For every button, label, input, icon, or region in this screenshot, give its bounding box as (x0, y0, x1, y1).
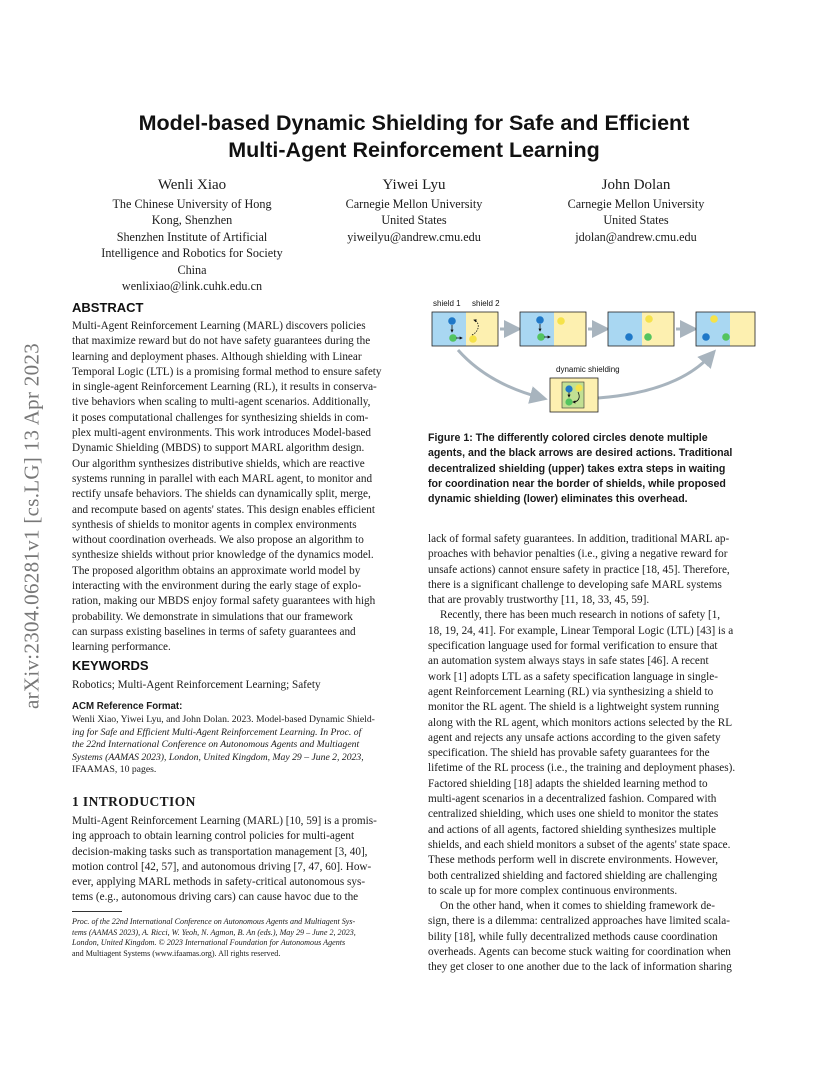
author-name: Yiwei Lyu (382, 177, 446, 193)
text-line: synthesize shields without prior knowledge of the dynamics model. (72, 549, 374, 562)
text-line: to scale up for more complex continuous environments. (428, 884, 678, 897)
affiliation-line: The Chinese University of Hong (112, 197, 272, 211)
text-line: sign, there is a dilemma: centralized approaches have limited scala- (428, 915, 730, 928)
abstract-body (72, 319, 399, 656)
yellow-agent (645, 315, 653, 323)
shield-2-label: shield 2 (472, 299, 500, 308)
text-line: dynamic shielding (lower) eliminates this overhead. (428, 493, 688, 506)
text-line: proaches with behavior penalties (i.e., giving a negative reward for (428, 548, 728, 561)
text-line: decentralized shielding (upper) takes extra steps in waiting (428, 462, 726, 475)
introduction-body (72, 814, 399, 906)
text-line: agents, and the black arrows are desired actions. Traditional (428, 447, 733, 460)
text-line: Factored shielding [18] adapts the shielded learning method to (428, 777, 708, 790)
green-agent (537, 333, 545, 341)
text-line: decision-making tasks such as transportation management [3, 40], (72, 845, 368, 858)
author-email[interactable]: wenlixiao@link.cuhk.edu.cn (121, 279, 263, 294)
yellow-agent (557, 317, 565, 325)
affiliation-line: China (177, 262, 207, 277)
text-line: agent Reinforcement Learning (RL) via synthesizing a shield to (428, 685, 714, 698)
text-line: tems (AAMAS 2023), A. Ricci, W. Yeoh, N. Agmon, B. An (eds.), May 29 – June 2, 2023, (72, 927, 356, 937)
state-panel-2 (520, 312, 586, 346)
text-line: unsafe actions) cannot ensure safety in practice [18, 45]. Therefore, (428, 563, 730, 576)
author-email[interactable]: jdolan@andrew.cmu.edu (575, 229, 697, 244)
text-line: and actions of all agents, factored shielding synthesizes multiple (428, 823, 717, 836)
text-line: along with the RL agent, which monitors actions selected by the RL (428, 716, 733, 729)
text-line: ing approach to obtain learning control policies for multi-agent (72, 830, 355, 843)
text-line: Dynamic Shielding (MBDS) to support MARL algorithm design. (72, 442, 365, 455)
green-agent (565, 398, 572, 405)
text-line: learning and deployment phases. Although shielding with Linear (72, 350, 362, 363)
text-line: agent and rejects any unsafe actions according to the given safety (428, 731, 721, 744)
yellow-agent (575, 384, 582, 391)
author-email[interactable]: yiweilyu@andrew.cmu.edu (347, 229, 481, 244)
text-line: Multi-Agent Reinforcement Learning (MARL) [10, 59] is a promis- (72, 815, 377, 827)
text-line: that are provably trustworthy [11, 18, 33, 45, 59]. (428, 594, 650, 607)
text-line: in single-agent Reinforcement Learning (RL), it results in conserva- (72, 381, 377, 394)
text-line: Proc. of the 22nd International Conference on Autonomous Agents and Multiagent Sys- (72, 917, 356, 926)
shield-1-label: shield 1 (433, 299, 461, 308)
yellow-agent (469, 335, 477, 343)
affiliation-line: Shenzhen Institute of Artificial (116, 229, 268, 244)
text-line: Our algorithm synthesizes distributive shields, which are reactive (72, 457, 365, 470)
arxiv-identifier (8, 286, 56, 766)
text-line: that maximize reward but do not have safety guarantees during the (72, 335, 371, 348)
text-line: Multi-Agent Reinforcement Learning (MARL) discovers policies (72, 320, 366, 332)
figure-1-caption (428, 431, 756, 507)
text-line: interacting with the environment during the early stage of explo- (72, 580, 362, 593)
text-line: synthesis of shields to monitor agents in complex environments (72, 518, 357, 531)
text-line: both centralized shielding and factored shielding are challenging (428, 869, 718, 882)
state-panel-3 (608, 312, 674, 346)
text-line: there is a significant challenge to developing safe MARL systems (428, 578, 722, 591)
text-line: IFAAMAS, 10 pages. (72, 764, 157, 776)
text-line: work [1] adopts LTL as a safety specification language in single- (428, 670, 718, 683)
paper-title (60, 110, 768, 164)
blue-agent (625, 333, 633, 341)
text-line: probability. We demonstrate in simulations that our framework (72, 610, 353, 623)
text-line: centralized shielding, which uses one shield to monitor the states (428, 808, 719, 821)
green-agent (449, 334, 457, 342)
title-line-1: Model-based Dynamic Shielding for Safe and Efficient (138, 111, 690, 135)
green-agent (644, 333, 652, 341)
text-line: bility [18], while fully decentralized methods cause coordination (428, 930, 718, 943)
right-column-body (428, 532, 756, 976)
text-line: Wenli Xiao, Yiwei Lyu, and John Dolan. 2023. Model-based Dynamic Shield- (72, 714, 375, 725)
blue-agent (565, 385, 572, 392)
figure-1-diagram (428, 294, 760, 414)
dynamic-shielding-label: dynamic shielding (556, 365, 620, 374)
keywords-heading: KEYWORDS (72, 658, 149, 673)
text-line: Temporal Logic (LTL) is a promising formal method to ensure safety (72, 365, 382, 378)
affiliation-line: United States (603, 213, 669, 228)
text-line: it poses computational challenges for synthesizing shields in com- (72, 411, 369, 424)
text-line: without coordination overheads. We also propose an algorithm to (72, 534, 364, 547)
affiliation-line: Kong, Shenzhen (151, 213, 233, 228)
footnote-rule (72, 911, 122, 912)
author-block-1 (78, 175, 306, 294)
text-line: specification. The shield has provable safety guarantees for the (428, 747, 710, 760)
text-line: specification language used for formal verification to ensure that (428, 640, 718, 653)
text-line: monitor the RL agent. The shield is a lightweight system running (428, 701, 720, 714)
green-agent (722, 333, 730, 341)
footnote (72, 917, 399, 960)
text-line: they get closer to one another due to the lack of information sharing (428, 961, 732, 974)
author-block-3 (522, 175, 750, 245)
text-line: London, United Kingdom. © 2023 International Foundation for Autonomous Agents (72, 938, 346, 948)
text-line: and Multiagent Systems (www.ifaamas.org). All rights reserved. (72, 949, 281, 959)
author-name: Wenli Xiao (157, 177, 227, 193)
text-line: Figure 1: The differently colored circles denote multiple (428, 432, 708, 444)
state-panel-4 (696, 312, 755, 346)
text-line: tems (e.g., autonomous driving cars) can cause havoc due to the (72, 891, 359, 904)
text-line: ever, applying MARL methods in safety-critical autonomous sys- (72, 876, 366, 889)
text-line: shields, and each shield monitors a subset of the agents' state space. (428, 838, 731, 851)
text-line: Recently, there has been much research in notions of safety [1, (440, 609, 721, 622)
text-line: On the other hand, when it comes to shielding framework de- (440, 900, 715, 913)
affiliation-line: Carnegie Mellon University (345, 197, 483, 211)
author-name: John Dolan (601, 177, 671, 193)
title-line-2: Multi-Agent Reinforcement Learning (228, 138, 600, 162)
text-line: multi-agent scenarios in a decentralized fashion. Compared with (428, 793, 717, 806)
text-line: learning performance. (72, 641, 171, 654)
blue-agent (448, 317, 456, 325)
affiliation-line: United States (381, 213, 447, 228)
text-line: rectify unsafe behaviors. The shields can dynamically split, merge, (72, 488, 371, 501)
keywords-text: Robotics; Multi-Agent Reinforcement Learning; Safety (72, 679, 321, 691)
text-line: overheads. Agents can become stuck waiting for coordination when (428, 946, 731, 959)
blue-agent (702, 333, 710, 341)
arxiv-identifier-text: arXiv:2304.06281v1 [cs.LG] 13 Apr 2023 (19, 342, 44, 710)
text-line: an automation system always stays in safe states [46]. A recent (428, 655, 709, 668)
state-panel-1 (432, 312, 498, 346)
section-heading-introduction: 1 INTRODUCTION (72, 794, 196, 809)
text-line: lifetime of the RL process (i.e., the training and deployment phases). (428, 762, 736, 775)
text-line: These methods perform well in discrete environments. However, (428, 854, 719, 867)
yellow-agent (710, 315, 718, 323)
text-line: ing for Safe and Efficient Multi-Agent Reinforcement Learning. In Proc. of (72, 726, 362, 738)
acm-reference-text (72, 714, 399, 777)
text-line: 18, 19, 24, 41]. For example, Linear Temporal Logic (LTL) [43] is a (428, 624, 734, 637)
text-line: motion control [42, 57], and autonomous driving [7, 47, 60]. How- (72, 860, 372, 873)
author-block-2 (300, 175, 528, 245)
text-line: The proposed algorithm obtains an approximate world model by (72, 564, 361, 577)
text-line: and recompute based on agents' states. This design enables efficient (72, 503, 375, 516)
text-line: Systems (AAMAS 2023), London, United Kingdom, May 29 – June 2, 2023, (72, 751, 364, 763)
acm-reference-heading: ACM Reference Format: (72, 701, 183, 712)
blue-agent (536, 316, 544, 324)
affiliation-line: Carnegie Mellon University (567, 197, 705, 211)
affiliation-line: Intelligence and Robotics for Society (101, 246, 283, 261)
abstract-heading: ABSTRACT (72, 300, 144, 315)
text-line: ration, making our MBDS enjoy formal safety guarantees with high (72, 595, 376, 608)
text-line: tive behaviors when scaling to multi-agent scenarios. Additionally, (72, 396, 371, 409)
dynamic-shield-panel (550, 378, 598, 412)
text-line: can surpass existing baselines in terms of safety guarantees and (72, 625, 356, 638)
text-line: plex multi-agent environments. This work introduces Model-based (72, 427, 371, 440)
text-line: lack of formal safety guarantees. In addition, traditional MARL ap- (428, 533, 730, 545)
text-line: for coordination near the border of shields, while proposed (428, 477, 726, 490)
text-line: the 22nd International Conference on Autonomous Agents and Multiagent (72, 739, 360, 751)
text-line: systems running in parallel with each MARL agent, to monitor and (72, 472, 373, 485)
